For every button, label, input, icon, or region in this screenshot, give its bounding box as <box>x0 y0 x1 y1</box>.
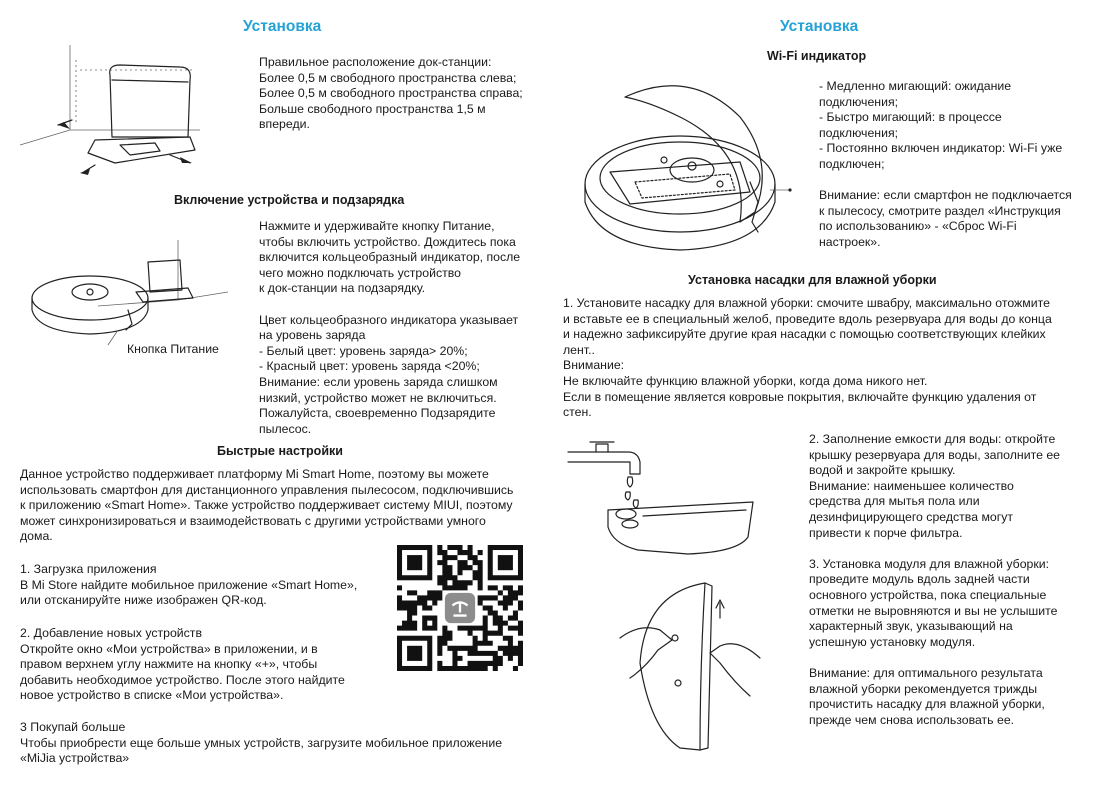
mop-heading: Установка насадки для влажной уборки <box>688 273 937 287</box>
placement-text: Правильное расположение док-станции: Более 0,5 м свободного пространства слева; Более 0,5 м свободного пространства справа; Больше свободного пространства 1,5 м впереди. <box>259 55 523 132</box>
right-title: Установка <box>780 18 859 35</box>
robot-open-lid-illustration <box>580 72 805 257</box>
water-tap-illustration <box>568 432 768 572</box>
step3-text: 3 Покупай больше Чтобы приобрести еще больше умных устройств, загрузите мобильное приложение «MiJia устройства» <box>20 720 503 766</box>
qr-code <box>397 545 523 671</box>
dock-station-illustration <box>20 45 210 185</box>
fill-install-text: 2. Заполнение емкости для воды: откройте крышку резервуара для воды, заполните ее водой и закройте крышку. Внимание: наименьшее количество средства для мытья пола или дезинфицирующего средства могут привести к порче фильтра. 3. Установка модуля для влажной уборки: проведите модуль вдоль задней части основного устройства, пока специальные отметки не выровняются и вы не услышите характерный звук, указывающий на успешную установку модуля. Внимание: для оптимального результата влажной уборки рекомендуется трижды прочистить насадку для влажной уборки, прежде чем снова использовать ее. <box>809 432 1060 727</box>
step2-text: 2. Добавление новых устройств Откройте окно «Мои устройства» в приложении, и в правом верхнем углу нажмите на кнопку «+», чтобы добавить необходимое устройство. После этого найдите новое устройство в списке «Мои устройства». <box>20 626 345 703</box>
power-button-label: Кнопка Питание <box>127 342 219 356</box>
left-title: Установка <box>243 18 322 35</box>
mop-install-illustration <box>620 578 770 758</box>
quick-heading: Быстрые настройки <box>217 444 343 458</box>
wifi-text: - Медленно мигающий: ожидание подключения; - Быстро мигающий: в процессе подключения; - Постоянно включен индикатор: Wi-Fi уже подключен; Внимание: если смартфон не подключается к пылесосу, смотрите раздел «Инструкция по использованию» - «Сброс Wi-Fi настроек». <box>819 79 1072 249</box>
power-text: Нажмите и удерживайте кнопку Питание, чтобы включить устройство. Дождитесь пока включится кольцеобразный индикатор, после чего можно подключать устройство к док-станции на подзарядку. Цвет кольцеобразного индикатора указывает на уровень заряда - Белый цвет: уровень заряда> 20%; - Красный цвет: уровень заряда <20%; Внимание: если уровень заряда слишком низкий, устройство может не включиться. Пожалуйста, своевременно Подзарядите пылесос. <box>259 219 521 436</box>
wifi-heading: Wi-Fi индикатор <box>767 49 867 63</box>
power-heading: Включение устройства и подзарядка <box>174 193 405 207</box>
mop-text: 1. Установите насадку для влажной уборки: смочите швабру, максимально отожмите и вставьте ее в специальный желоб, проведите вдоль резервуара для воды до конца и надежно зафиксируйте другие края насадки с помощью соответствующих клейких лент.. Внимание: Не включайте функцию влажной уборки, когда дома никого нет. Если в помещение является ковровые покрытия, включайте функцию удаления от стен. <box>563 296 1052 420</box>
quick-intro-text: Данное устройство поддерживает платформу Mi Smart Home, поэтому вы можете использовать смартфон для дистанционного управления пылесосом, подключившись к приложению «Smart Home». Также устройство поддерживает систему MIUI, поэтому может синхронизироваться и взаимодействовать с другими устройствами умного дома. <box>20 467 514 544</box>
step1-text: 1. Загрузка приложения В Mi Store найдите мобильное приложение «Smart Home», или отсканируйте ниже изображен QR-код. <box>20 562 358 608</box>
